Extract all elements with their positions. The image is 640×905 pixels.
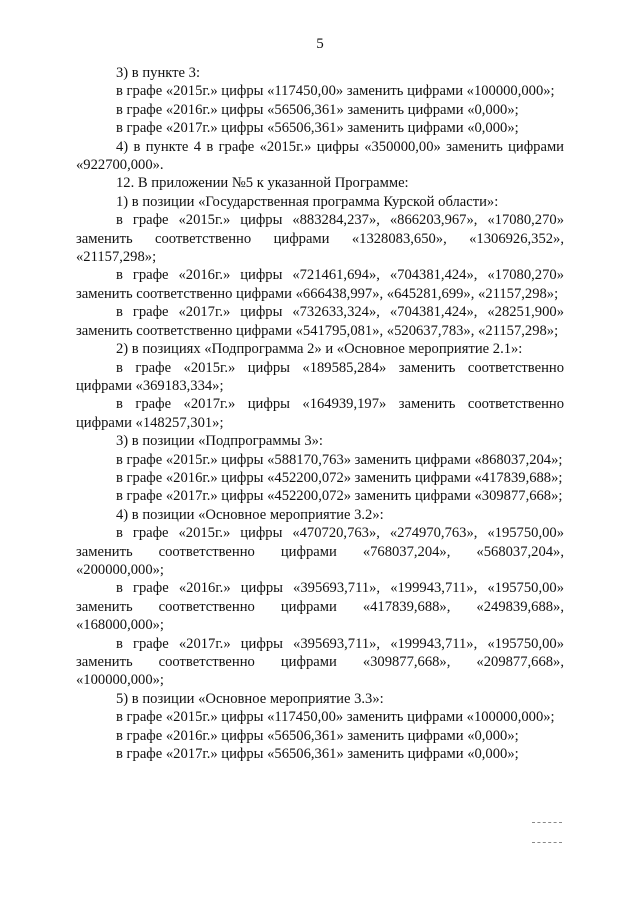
paragraph-24: в графе «2016г.» цифры «56506,361» заменить цифрами «0,000»; <box>116 727 519 744</box>
paragraph-12: в графе «2015г.» цифры «189585,284» заменить соответственно цифрами «369183,334»; <box>76 359 564 394</box>
paragraph-23: в графе «2015г.» цифры «117450,00» заменить цифрами «100000,000»; <box>116 709 555 726</box>
paragraph-10: в графе «2017г.» цифры «732633,324», «704381,424», «28251,900» заменить соответственно цифрами «541795,081», «520637,783», «21157,298»; <box>76 304 564 339</box>
paragraph-4: в графе «2017г.» цифры «56506,361» заменить цифрами «0,000»; <box>116 120 519 137</box>
paragraph-2: в графе «2015г.» цифры «117450,00» заменить цифрами «100000,000»; <box>116 83 555 100</box>
paragraph-14: 3) в позиции «Подпрограммы 3»: <box>116 433 323 450</box>
paragraph-16: в графе «2016г.» цифры «452200,072» заменить цифрами «417839,688»; <box>116 469 563 486</box>
paragraph-21: в графе «2017г.» цифры «395693,711», «199943,711», «195750,00» заменить соответственно цифрами «309877,668», «209877,668», «100000,000»; <box>76 635 564 689</box>
paragraph-9: в графе «2016г.» цифры «721461,694», «704381,424», «17080,270» заменить соответственно цифрами «666438,997», «645281,699», «21157,298»; <box>76 267 564 302</box>
paragraph-18: 4) в позиции «Основное мероприятие 3.2»: <box>116 506 384 523</box>
paragraph-11: 2) в позициях «Подпрограмма 2» и «Основное мероприятие 2.1»: <box>116 341 523 358</box>
paragraph-22: 5) в позиции «Основное мероприятие 3.3»: <box>116 690 384 707</box>
paragraph-15: в графе «2015г.» цифры «588170,763» заменить цифрами «868037,204»; <box>116 451 563 468</box>
paragraph-19: в графе «2015г.» цифры «470720,763», «274970,763», «195750,00» заменить соответственно цифрами «768037,204», «568037,204», «200000,000»; <box>76 525 564 578</box>
paragraph-8: в графе «2015г.» цифры «883284,237», «866203,967», «17080,270» заменить соответственно цифрами «1328083,650», «1306926,352», «21157,298»; <box>76 212 564 266</box>
paragraph-25: в графе «2017г.» цифры «56506,361» заменить цифрами «0,000»; <box>116 746 519 763</box>
page-number: 5 <box>316 36 324 52</box>
scan-mark <box>532 842 562 843</box>
paragraph-3: в графе «2016г.» цифры «56506,361» заменить цифрами «0,000»; <box>116 101 519 118</box>
paragraph-6: 12. В приложении №5 к указанной Программе: <box>116 175 409 192</box>
scan-mark <box>532 822 562 823</box>
paragraph-5: 4) в пункте 4 в графе «2015г.» цифры «350000,00» заменить цифрами «922700,000». <box>76 138 564 174</box>
paragraph-7: 1) в позиции «Государственная программа Курской области»: <box>116 193 499 210</box>
paragraph-17: в графе «2017г.» цифры «452200,072» заменить цифрами «309877,668»; <box>116 488 563 505</box>
document-body <box>76 64 564 763</box>
paragraph-13: в графе «2017г.» цифры «164939,197» заменить соответственно цифрами «148257,301»; <box>76 396 564 431</box>
paragraph-20: в графе «2016г.» цифры «395693,711», «199943,711», «195750,00» заменить соответственно цифрами «417839,688», «249839,688», «168000,000»; <box>76 580 564 634</box>
paragraph-1: 3) в пункте 3: <box>116 65 201 81</box>
